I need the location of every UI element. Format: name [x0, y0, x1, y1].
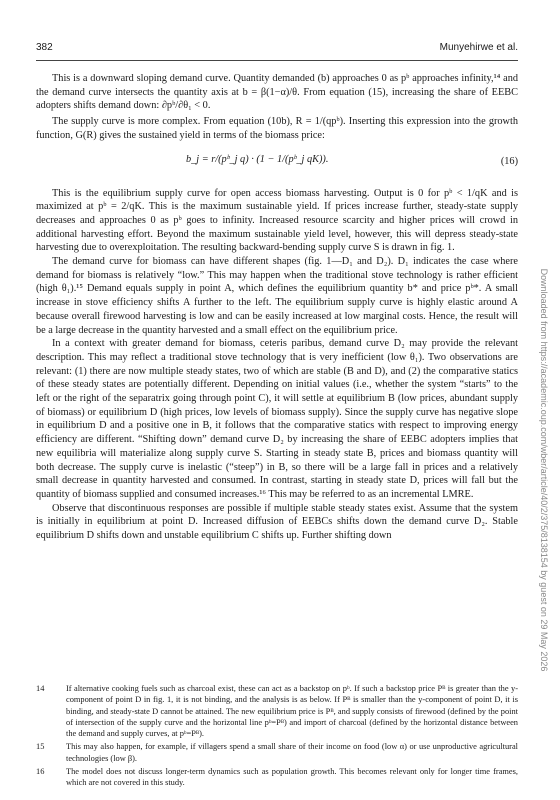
footnote	[36, 741, 518, 764]
header-rule	[36, 60, 518, 61]
footnote-number: 14	[36, 684, 45, 693]
footnote-number: 16	[36, 767, 45, 777]
page-header	[36, 42, 518, 56]
equation-expression: b_j = r/(pᵇ_j q) · (1 − 1/(pᵇ_j qK)).	[186, 153, 329, 165]
paragraph: In a context with greater demand for biomass, ceteris paribus, demand curve D₂ may provide the relevant description. This may reflect a traditional stove technology that is very inefficient (low θ₁). Two observations are relevant: (1) there are now multiple steady states, two of which are stable (B and D), and (2) the comparative statics of these steady states are potentially different. Depending on initial values (i.e., whether the system “starts” to the left or the right of the separatrix going through point C), it will settle at equilibrium B (low prices, abundant supply of biomass) or equilibrium D (high prices, low levels of biomass supply). Since the supply curve has negative slope in equilibrium D and a positive one in B, it follows that the comparative statics with respect to improving energy efficiency are different. “Shifting down” demand curve D₂ by increasing the share of EEBC adopters implies that new equilibria will materialize along supply curve S. Starting in steady state B, prices and biomass quantity will both decrease. The supply curve is inelastic (“steep”) in B, so there will be a large fall in prices and a relatively small decrease in quantity harvested and consumed. In contrast, starting in steady state D, prices will fall but the quantity of biomass supplied and consumed increases.¹⁶ This may be referred to as an incremental LMRE.	[36, 338, 518, 500]
page-number: 382	[36, 42, 53, 53]
paragraph: The demand curve for biomass can have different shapes (fig. 1—D₁ and D₂). D₁ indicates the case where demand for biomass is relatively “low.” This may happen when the traditional stove technology is rather efficient (high θ₁).¹⁵ Demand equals supply in point A, which defines the equilibrium quantity b* and price pᵇ*. A small increase in stove efficiency shifts A further to the left. The equilibrium supply curve is highly elastic around A because overall firewood harvesting is low and can be easily increased at low marginal costs. Hence, the result will be a large decrease in the quantity harvested and a small effect on the equilibrium price.	[36, 256, 518, 336]
footnote-text: This may also happen, for example, if villagers spend a small share of their income on food (low α) or use unproductive agricultural technologies (low β).	[66, 742, 518, 763]
footnote	[36, 766, 518, 789]
paragraph: Observe that discontinuous responses are possible if multiple stable steady states exist. Assume that the system is initially in equilibrium at point D. Increased diffusion of EEBCs shifts down the demand curve D₂. Stable equilibrium D shifts down and unstable equilibrium C shifts up. Further shifting down	[36, 502, 518, 542]
download-note: Downloaded from https://academic.oup.com/wber/article/40/2/375/8138154 by guest on 29 May 2026	[539, 268, 549, 672]
paragraph: The supply curve is more complex. From equation (10b), R = 1/(qpᵇ). Inserting this expression into the growth function, G(R) gives the sustained yield in terms of the biomass price:	[36, 116, 518, 141]
footnote-number: 15	[36, 742, 45, 752]
paragraph: This is the equilibrium supply curve for open access biomass harvesting. Output is 0 for pᵇ < 1/qK and is maximized at pᵇ = 2/qK. This is the maximum sustainable yield. If prices increase further, steady-state supply decreases and approaches 0 as pᵇ goes to infinity. Increased resource scarcity and higher prices will crowd in additional harvesting effort. Beyond the maximum sustainable yield level, however, this will depress steady-state harvesting due to overexploitation. The resulting backward-bending supply curve S is drawn in fig. 1.	[36, 187, 518, 254]
footnote-text: If alternative cooking fuels such as charcoal exist, these can act as a backstop on pᵇ. If such a backstop price Pᴮ is greater than the y-component of point D in fig. 1, it is not binding, and the analysis is as below. If Pᴮ is smaller than the y-component of point D, it is binding, and steady-state D cannot be attained. The new equilibrium price is Pᴮ, and supply consists of firewood (defined by the point of intersection of the supply curve and the horizontal line pᵇ=Pᴮ) and import of charcoal (defined by the horizontal distance between the demand and supply curves, at pᵇ=Pᴮ).	[66, 684, 518, 739]
download-sidebar	[538, 190, 550, 750]
footnotes	[36, 683, 518, 791]
footnote-text: The model does not discuss longer-term dynamics such as population growth. This becomes relevant only for longer time frames, which are not covered in this study.	[66, 767, 518, 788]
running-author: Munyehirwe et al.	[439, 42, 518, 53]
paragraph: This is a downward sloping demand curve. Quantity demanded (b) approaches 0 as pᵇ approaches infinity,¹⁴ and the demand curve intersects the quantity axis at b = β(1−α)/θ. From equation (15), increasing the share of EEBC adopters shifts demand down: ∂pᵇ/∂θ₁ < 0.	[36, 73, 518, 112]
footnote	[36, 683, 518, 739]
equation-16	[36, 143, 518, 187]
main-text	[36, 72, 518, 543]
equation-number: (16)	[500, 155, 518, 167]
